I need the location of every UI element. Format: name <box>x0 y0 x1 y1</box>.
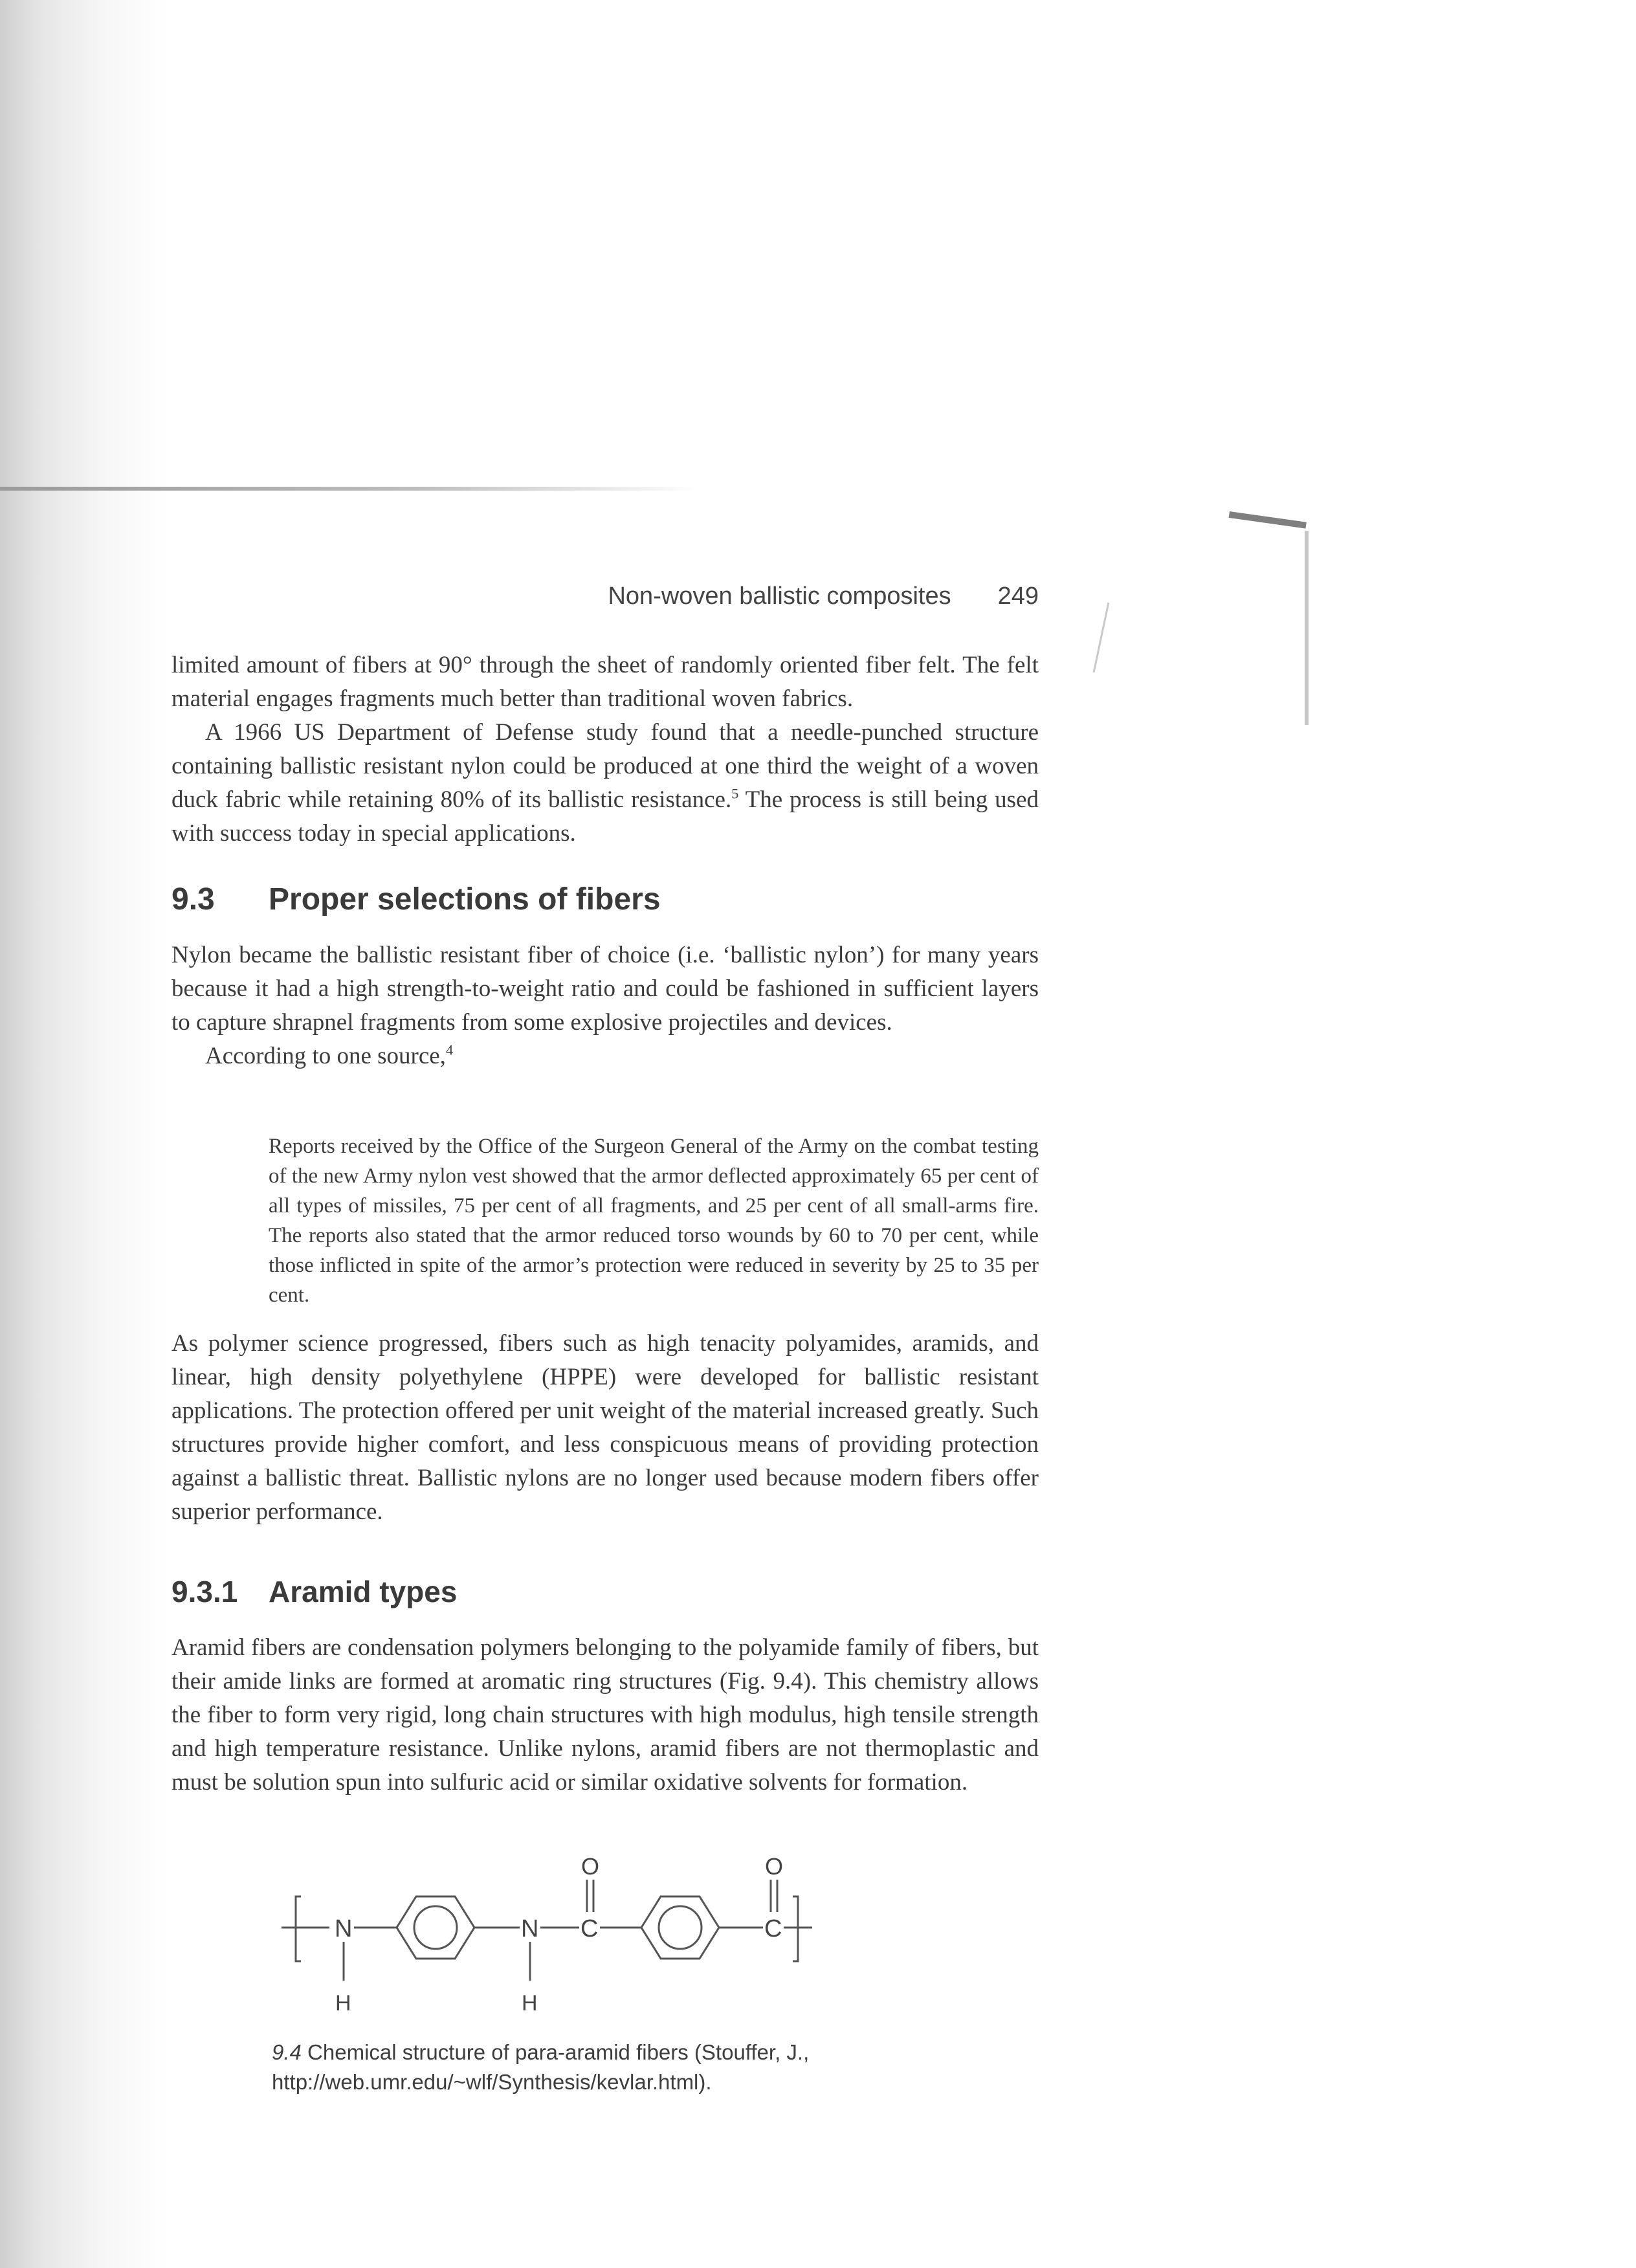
intro-paragraph-1: limited amount of fibers at 90° through the sheet of randomly oriented fiber felt. The felt material engages fragments much better than traditional woven fabrics. <box>171 652 1039 712</box>
right-bracket <box>793 1896 798 1961</box>
section-number: 9.3 <box>171 882 215 917</box>
intro-paragraph-3-text: The process is still being used with success today in special applications. <box>171 786 1039 847</box>
atom-n1: N <box>335 1915 353 1942</box>
page-number: 249 <box>997 583 1039 610</box>
scan-gutter-shadow <box>0 0 168 2268</box>
section-title: Proper selections of fibers <box>269 882 661 917</box>
running-head <box>171 583 1039 610</box>
section-9-3-paragraph-2 <box>171 1040 1039 1073</box>
section-9-3-paragraph-2-text: According to one source, <box>205 1043 446 1069</box>
benzene-ring-2-circle <box>659 1906 702 1949</box>
atom-c2: C <box>764 1915 782 1942</box>
para-aramid-structure-diagram <box>282 1858 896 2026</box>
reference-5: 5 <box>731 785 739 802</box>
section-9-3-1-paragraph-1: Aramid fibers are condensation polymers belonging to the polyamide family of fibers, but their amide links are formed at aromatic ring structures (Fig. 9.4). This chemistry allows the fiber to form very rigid, long chain structures with high modulus, high tensile strength and high temperature resistance. Unlike nylons, aramid fibers are not thermoplastic and must be solution spun into sulfuric acid or similar oxidative solvents for formation. <box>171 1634 1039 1796</box>
subsection-number: 9.3.1 <box>171 1575 238 1608</box>
section-heading-9-3 <box>171 882 661 917</box>
left-bracket <box>296 1896 301 1961</box>
atom-h2: H <box>522 1991 538 2016</box>
atom-o1: O <box>581 1858 600 1880</box>
scan-page-edge <box>0 487 699 491</box>
intro-paragraph-2-text: A 1966 US Department of Defense study found that a needle-punched structure containing ballistic resistant nylon could be produced at one third the weight of a woven duck fabric while retaining 80% of its ballistic resistance. <box>171 719 1039 813</box>
scan-edge-line <box>1305 531 1309 725</box>
intro-block <box>171 649 1039 850</box>
reference-4: 4 <box>445 1041 454 1058</box>
section-9-3-body <box>171 939 1039 1073</box>
benzene-ring-1-circle <box>414 1906 457 1949</box>
block-quote: Reports received by the Office of the Surgeon General of the Army on the combat testing of the new Army nylon vest showed that the armor deflected approximately 65 per cent of all types of missiles, 75 per cent of all fragments, and 25 per cent of all small-arms fire. The reports also stated that the armor reduced torso wounds by 60 to 70 per cent, while those inflicted in spite of the armor’s protection were reduced in severity by 25 to 35 per cent. <box>269 1135 1039 1307</box>
pencil-mark <box>1093 603 1110 673</box>
section-9-3-paragraph-3: As polymer science progressed, fibers such as high tenacity polyamides, aramids, and linear, high density polyethylene (HPPE) were developed for ballistic resistant applications. The protection offered per unit weight of the material increased greatly. Such structures provide higher comfort, and less conspicuous means of providing protection against a ballistic threat. Ballistic nylons are no longer used because modern fibers offer superior performance. <box>171 1330 1039 1525</box>
atom-n2: N <box>521 1915 539 1942</box>
subsection-title: Aramid types <box>269 1575 458 1608</box>
figure-caption <box>272 2038 1048 2097</box>
subsection-heading-9-3-1 <box>171 1574 457 1609</box>
figure-label: 9.4 <box>272 2040 302 2064</box>
atom-h1: H <box>335 1991 351 2016</box>
figure-caption-text: Chemical structure of para-aramid fibers (Stouffer, J., http://web.umr.edu/~wlf/Synthesis/kevlar.html). <box>272 2040 810 2094</box>
section-9-3-paragraph-1: Nylon became the ballistic resistant fiber of choice (i.e. ‘ballistic nylon’) for many years because it had a high strength-to-weight ratio and could be fashioned in sufficient layers to capture shrapnel fragments from some explosive projectiles and devices. <box>171 942 1039 1036</box>
atom-c1: C <box>580 1915 599 1942</box>
running-title: Non-woven ballistic composites <box>608 583 951 610</box>
scan-corner-mark <box>1229 511 1307 529</box>
atom-o2: O <box>765 1858 784 1880</box>
intro-paragraph-2 <box>171 716 1039 850</box>
